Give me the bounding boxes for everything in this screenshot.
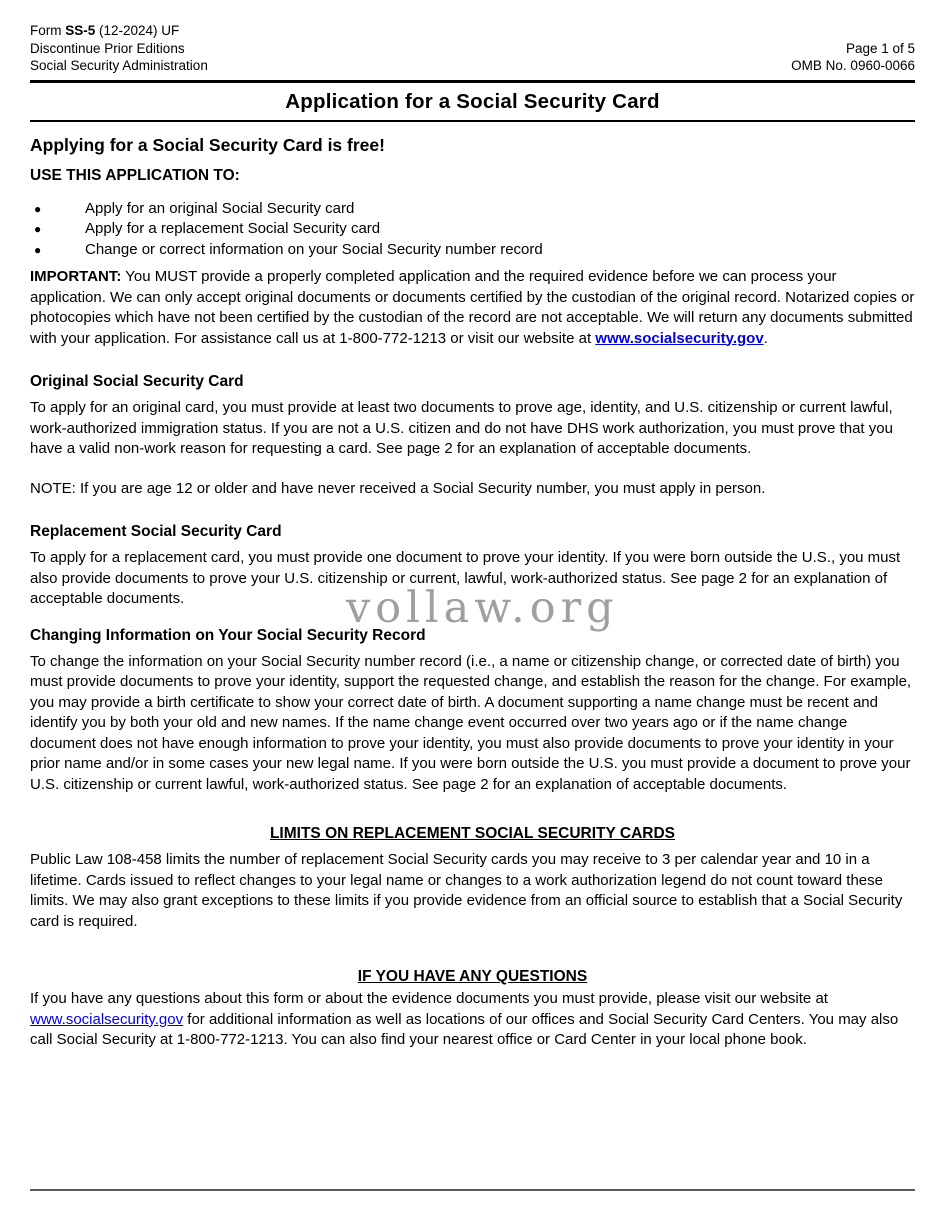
replacement-card-paragraph: To apply for a replacement card, you must provide one document to prove your identity. If you were born outside the U.S., you must also provide documents to prove your U.S. citizenship or current, lawful, work-authorized status. See page 2 for an explanation of acceptable documents. [30,549,901,607]
form-number: SS-5 [65,23,96,38]
ssa-website-link[interactable]: www.socialsecurity.gov [595,329,764,347]
bullet-icon: ● [34,201,42,216]
form-number-line [30,22,208,40]
page-number: Page 1 of 5 [845,40,915,56]
use-application-heading: USE THIS APPLICATION TO: [30,166,240,184]
title-rule [30,120,915,122]
form-word: Form [30,23,66,38]
header-rule [30,80,915,83]
bullet-icon: ● [34,222,42,236]
changing-info-paragraph: To change the information on your Social Security number record (i.e., a name or citizenship change, or corrected date of birth) you must provide documents to prove your identity, support the requested change, and establish the reason for the change. For example, you may provide a birth certificate to show your correct date of birth. A document supporting a name change must be recent and identify you by both your old and new names. If the name change event occurred over two years ago or if the name change document does not have enough information to prove your identity, you must also provide documents to prove your identity in your prior name and/or in some cases your new legal name. If you were born outside the U.S. you must provide a document to prove your U.S. citizenship or current lawful, work-authorized status. See page 2 for an explanation of acceptable documents. [30,652,912,793]
list-item-label: Apply for an original Social Security card [85,199,355,217]
important-text: You MUST provide a properly completed application and the required evidence before we can process your application. We can only accept original documents or documents certified by the custodian of the original record. Notarized copies or photocopies which have not been certified by the custodian of the record are not acceptable. We will return any documents submitted with your application. For assistance call us at 1-800-772-1213 or visit our website at [30,268,915,347]
bullet-icon: ● [34,242,42,257]
note-paragraph: NOTE: If you are age 12 or older and have never received a Social Security number, you must apply in person. [30,479,766,497]
form-identification [30,22,208,75]
page-header [30,22,915,75]
page-title: Application for a Social Security Card [285,89,660,113]
agency-line: Social Security Administration [30,58,208,73]
list-item [30,219,915,240]
questions-heading-text: IF YOU HAVE ANY QUESTIONS [357,968,588,985]
use-application-list [30,199,915,261]
original-card-heading: Original Social Security Card [30,373,244,390]
list-item [30,240,915,261]
form-revision: (12-2024) UF [95,23,180,38]
important-paragraph [30,267,915,349]
ssa-website-link-2[interactable]: www.socialsecurity.gov [30,1010,184,1028]
list-item-label: Change or correct information on your Social Security number record [85,240,543,258]
limits-paragraph: Public Law 108-458 limits the number of replacement Social Security cards you may receive to 3 per calendar year and 10 in a lifetime. Cards issued to reflect changes to your legal name or changes to a work authorization legend do not count toward these limits. We may also grant exceptions to these limits if you provide evidence from an official source to establish that a Social Security card is required. [30,851,903,930]
important-label: IMPORTANT: [30,268,122,285]
original-card-paragraph: To apply for an original card, you must provide at least two documents to prove age, identity, and U.S. citizenship or current lawful, work-authorized immigration status. If you are not a U.S. citizen and do not have DHS work authorization, you must prove that you have a valid non-work reason for requesting a card. See page 2 for an explanation of acceptable documents. [30,399,893,457]
omb-number: OMB No. 0960-0066 [791,58,915,73]
list-item-label: Apply for a replacement Social Security card [85,220,381,237]
questions-paragraph [30,989,915,1051]
free-heading: Applying for a Social Security Card is free! [30,134,385,155]
list-item [30,199,915,220]
footer-rule [30,1189,915,1191]
questions-text-end: for additional information as well as locations of our offices and Social Security Card Centers. You may also call Social Security at 1-800-772-1213. You can also find your nearest office or Card Center in your local phone book. [30,1010,899,1048]
discontinue-line: Discontinue Prior Editions [30,40,185,56]
limits-heading [30,825,915,843]
limits-heading-text: LIMITS ON REPLACEMENT SOCIAL SECURITY CARDS [269,825,676,842]
changing-info-heading: Changing Information on Your Social Security Record [30,626,426,644]
site-watermark: vollaw.org [346,583,619,633]
questions-text: If you have any questions about this form or about the evidence documents you must provide, please visit our website at [30,990,828,1007]
page-meta [791,40,915,75]
questions-heading [30,968,915,986]
important-text-end: . [763,329,768,347]
replacement-card-heading: Replacement Social Security Card [30,523,282,540]
